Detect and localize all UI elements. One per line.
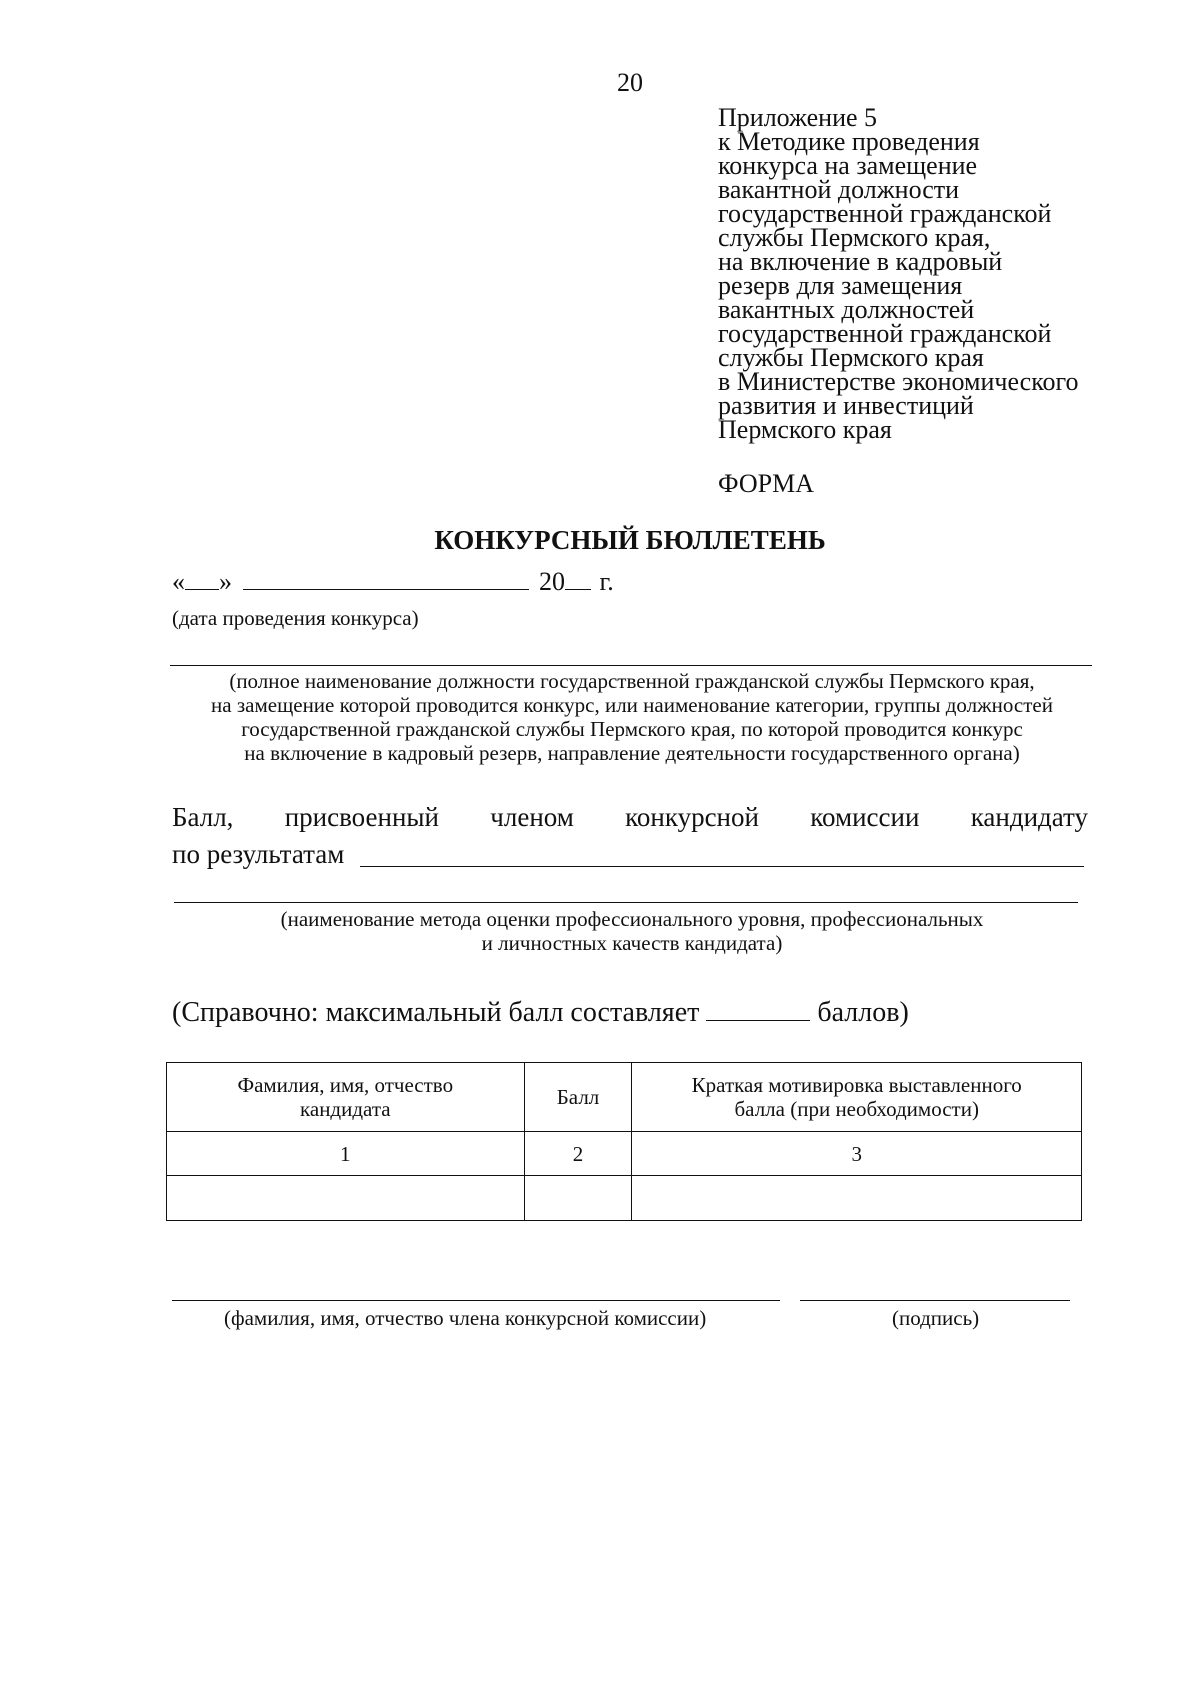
document-title: КОНКУРСНЫЙ БЮЛЛЕТЕНЬ [434, 525, 826, 555]
caption-line: (полное наименование должности государственной гражданской службы Пермского края, [229, 669, 1035, 693]
justification-cell[interactable] [632, 1176, 1082, 1221]
method-caption [172, 907, 1092, 955]
date-caption: (дата проведения конкурса) [172, 606, 419, 630]
appendix-line: вакантной должности [718, 175, 960, 204]
header-score: Балл [524, 1063, 632, 1132]
date-open-quote: « [172, 567, 185, 596]
reference-text: (Справочно: максимальный балл составляет [172, 997, 700, 1028]
method-line[interactable] [174, 902, 1078, 903]
column-number-row [167, 1132, 1082, 1176]
signature-caption: (подпись) [892, 1306, 980, 1330]
appendix-block [718, 103, 1188, 444]
caption-line: на замещение которой проводится конкурс, или наименование категории, группы должностей [211, 693, 1053, 717]
appendix-line: государственной гражданской [718, 199, 1052, 228]
appendix-line: службы Пермского края [718, 343, 984, 372]
method-blank-line[interactable] [360, 866, 1084, 867]
score-word: членом [490, 802, 574, 832]
appendix-line: в Министерстве экономического [718, 367, 1079, 396]
caption-line: и личностных качеств кандидата) [481, 931, 783, 955]
year-blank[interactable] [565, 565, 591, 590]
signature-line[interactable] [800, 1300, 1070, 1301]
appendix-line: конкурса на замещение [718, 151, 978, 180]
position-caption [172, 669, 1092, 765]
table-row [167, 1176, 1082, 1221]
day-blank[interactable] [185, 565, 219, 590]
column-number: 3 [632, 1132, 1082, 1176]
position-line[interactable] [170, 665, 1092, 666]
date-close-quote: » [219, 567, 232, 596]
column-number: 2 [524, 1132, 632, 1176]
score-word: кандидату [970, 802, 1088, 832]
caption-line: на включение в кадровый резерв, направление деятельности государственного органа) [244, 741, 1020, 765]
year-suffix: г. [599, 567, 614, 596]
table-header-row [167, 1063, 1082, 1132]
ballot-table [166, 1062, 1082, 1221]
appendix-line: службы Пермского края, [718, 223, 991, 252]
appendix-line: резерв для замещения [718, 271, 963, 300]
caption-line: государственной гражданской службы Пермского края, по которой проводится конкурс [241, 717, 1023, 741]
appendix-line: государственной гражданской [718, 319, 1052, 348]
header-candidate-name: Фамилия, имя, отчество кандидата [167, 1063, 525, 1132]
appendix-line: вакантных должностей [718, 295, 975, 324]
appendix-line: развития и инвестиций [718, 391, 974, 420]
candidate-name-cell[interactable] [167, 1176, 525, 1221]
caption-line: (наименование метода оценки профессионального уровня, профессиональных [280, 907, 984, 931]
member-name-line[interactable] [172, 1300, 780, 1301]
results-label: по результатам [172, 839, 345, 869]
reference-text-end: баллов) [817, 997, 909, 1028]
max-score-blank[interactable] [706, 994, 810, 1021]
appendix-line: Пермского края [718, 415, 892, 444]
member-name-caption: (фамилия, имя, отчество члена конкурсной комиссии) [224, 1306, 707, 1330]
score-word: присвоенный [284, 802, 439, 832]
appendix-line: к Методике проведения [718, 127, 980, 156]
header-justification: Краткая мотивировка выставленного балла (при необходимости) [632, 1063, 1082, 1132]
month-blank[interactable] [243, 565, 529, 590]
appendix-line: Приложение 5 [718, 103, 878, 132]
score-statement-line2 [172, 838, 344, 870]
score-word: конкурсной [625, 802, 759, 832]
form-label: ФОРМА [718, 469, 814, 498]
score-word: Балл, [172, 802, 234, 832]
score-cell[interactable] [524, 1176, 632, 1221]
date-line [172, 565, 614, 597]
column-number: 1 [167, 1132, 525, 1176]
appendix-line: на включение в кадровый [718, 247, 1003, 276]
max-score-reference [172, 994, 909, 1030]
score-statement-line [172, 801, 1088, 833]
page-number: 20 [617, 68, 643, 97]
year-prefix: 20 [539, 567, 565, 596]
score-word: комиссии [810, 802, 920, 832]
